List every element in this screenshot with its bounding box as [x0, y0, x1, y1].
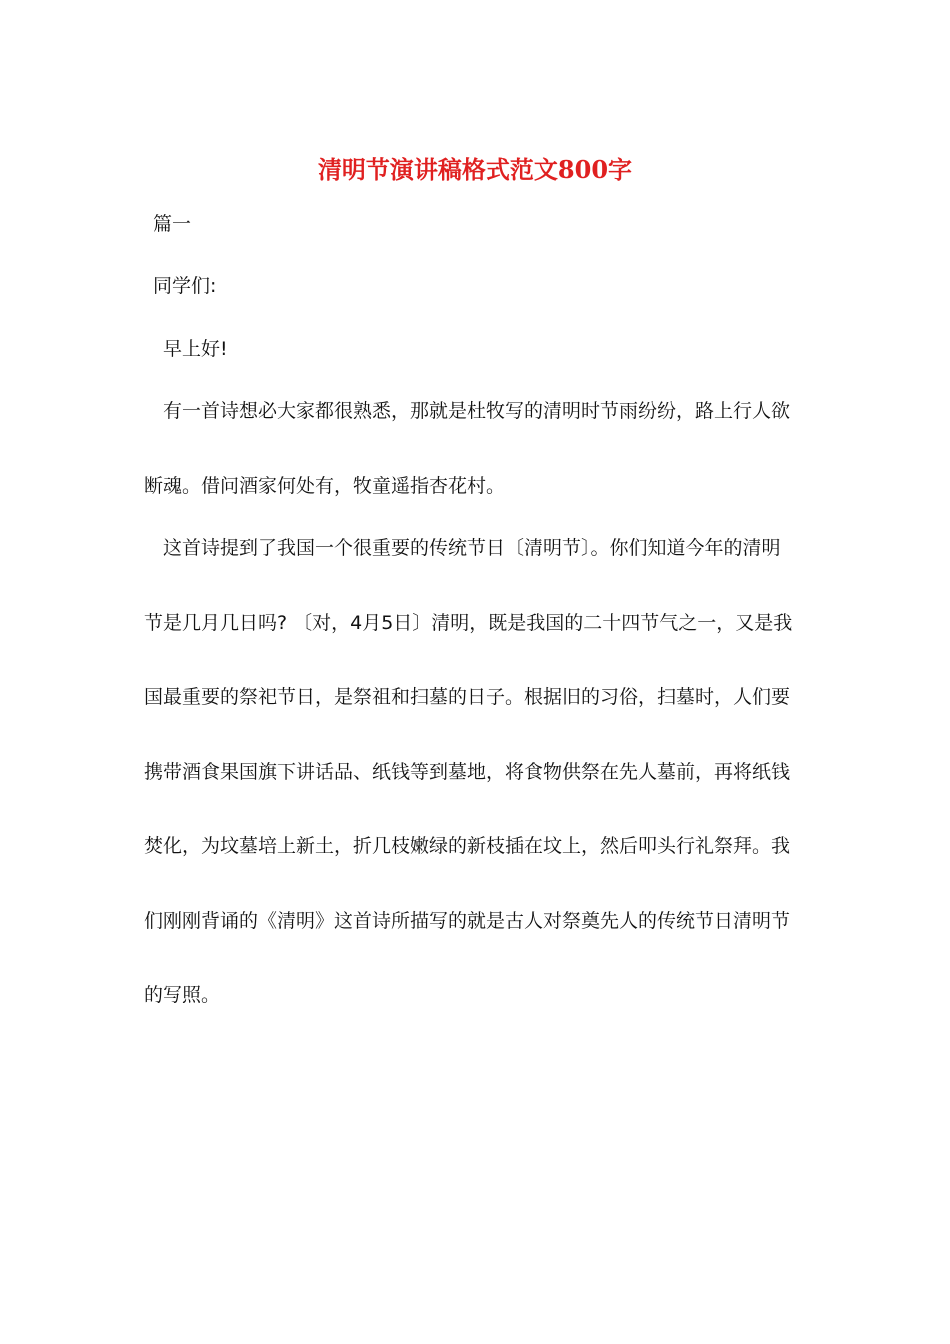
paragraph-line: 的写照。	[144, 984, 221, 1006]
document-title: 清明节演讲稿格式范文800字	[317, 155, 633, 184]
paragraph-line: 这首诗提到了我国一个很重要的传统节日〔清明节〕。你们知道今年的清明	[163, 537, 781, 559]
paragraph-line: 焚化，为坟墓培上新土，折几枝嫩绿的新枝插在坟上，然后叩头行礼祭拜。我	[144, 835, 791, 857]
section-heading: 篇一	[153, 213, 192, 235]
paragraph-line: 携带酒食果国旗下讲话品、纸钱等到墓地，将食物供祭在先人墓前，再将纸钱	[144, 761, 791, 783]
paragraph-line: 国最重要的祭祀节日，是祭祖和扫墓的日子。根据旧的习俗，扫墓时，人们要	[144, 686, 791, 708]
paragraph-line: 断魂。借问酒家何处有，牧童遥指杏花村。	[144, 475, 506, 497]
greeting: 早上好!	[163, 338, 228, 360]
paragraph-line: 有一首诗想必大家都很熟悉，那就是杜牧写的清明时节雨纷纷，路上行人欲	[163, 400, 791, 422]
paragraph-line: 们刚刚背诵的《清明》这首诗所描写的就是古人对祭奠先人的传统节日清明节	[144, 910, 791, 932]
paragraph-line: 节是几月几日吗? 〔对，4月5日〕清明，既是我国的二十四节气之一，又是我	[144, 612, 793, 634]
salutation: 同学们:	[153, 275, 217, 297]
